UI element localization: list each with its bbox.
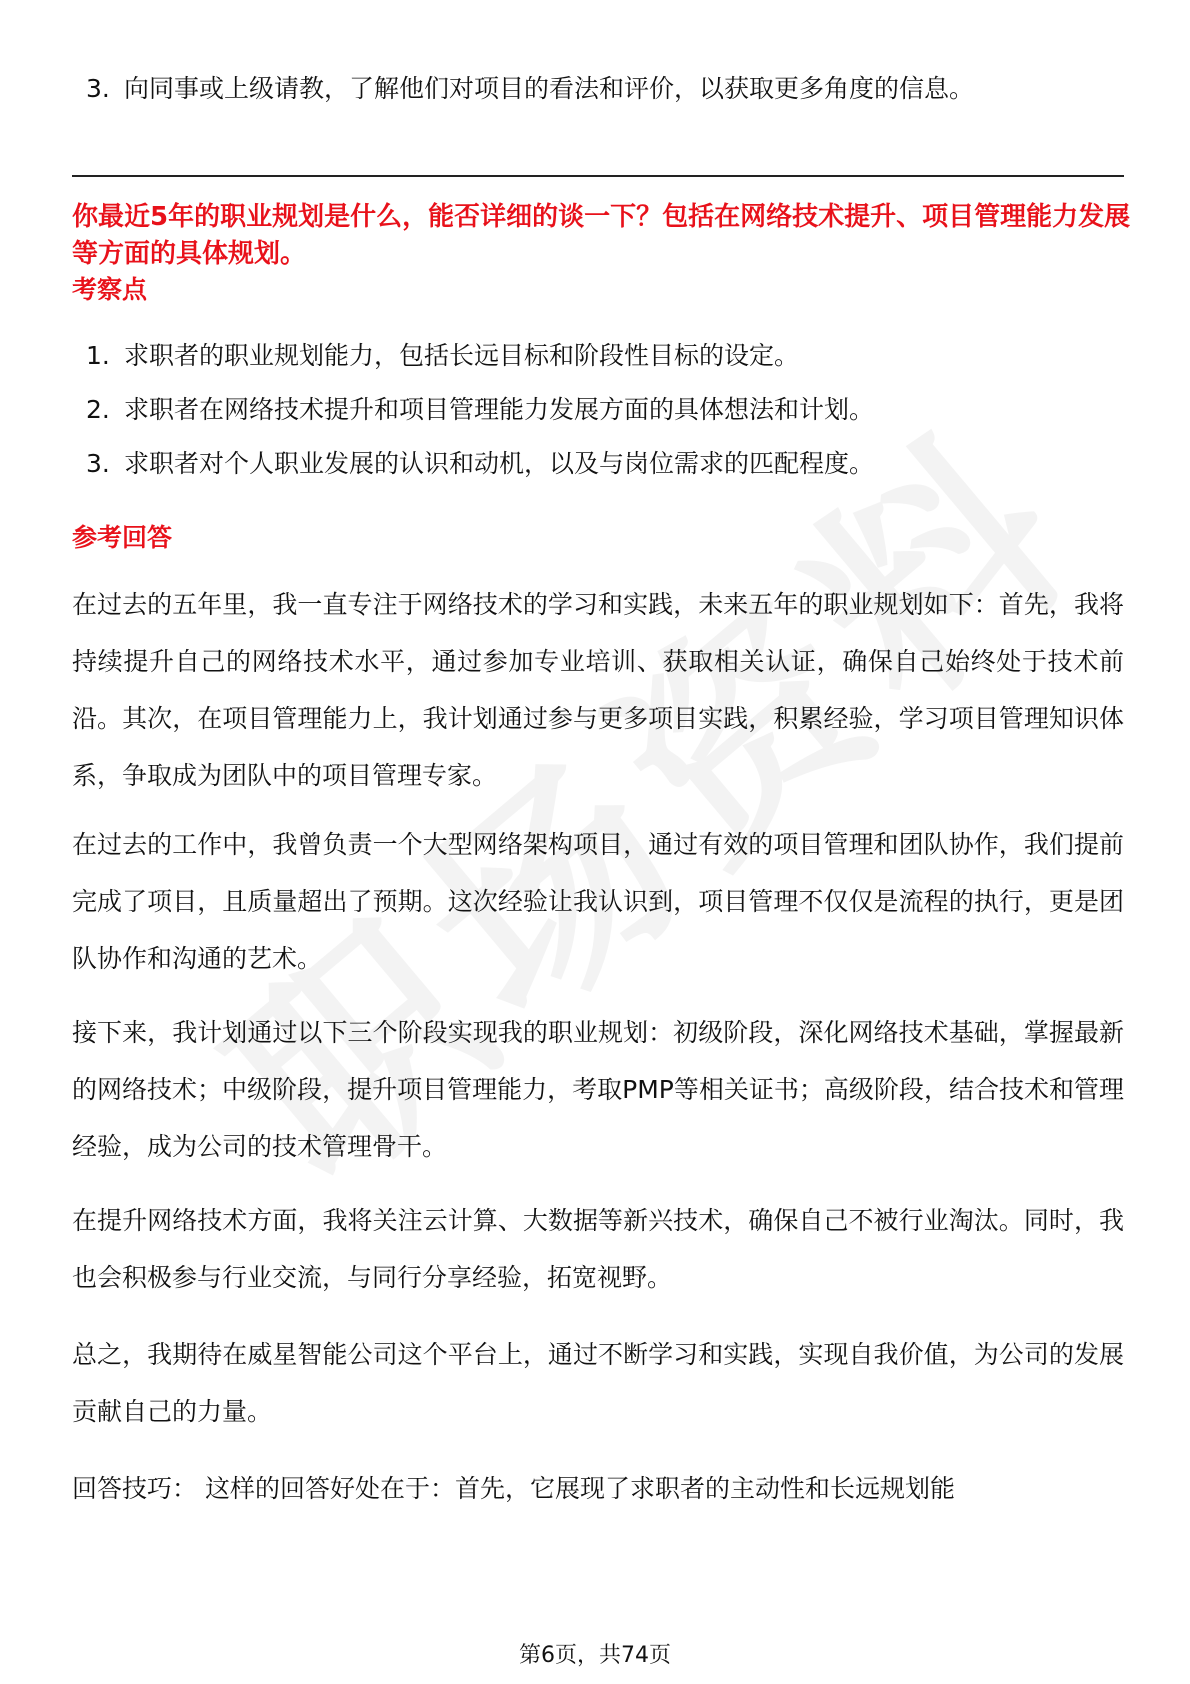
answer-paragraph: 在提升网络技术方面，我将关注云计算、大数据等新兴技术，确保自己不被行业淘汰。同时，我也会积极参与行业交流，与同行分享经验，拓宽视野。 (72, 1206, 1124, 1292)
list-item (86, 449, 874, 479)
list-text: 求职者的职业规划能力，包括长远目标和阶段性目标的设定。 (124, 341, 800, 370)
list-number: 1. (86, 341, 110, 370)
list-number: 3. (86, 449, 110, 478)
list-text: 求职者对个人职业发展的认识和动机，以及与岗位需求的匹配程度。 (124, 449, 875, 478)
answer-paragraph: 总之，我期待在威星智能公司这个平台上，通过不断学习和实践，实现自我价值，为公司的发展贡献自己的力量。 (72, 1340, 1124, 1426)
list-number: 2. (86, 395, 110, 424)
answer-paragraph: 在过去的五年里，我一直专注于网络技术的学习和实践，未来五年的职业规划如下：首先，我将持续提升自己的网络技术水平，通过参加专业培训、获取相关认证，确保自己始终处于技术前沿。其次，在项目管理能力上，我计划通过参与更多项目实践，积累经验，学习项目管理知识体系，争取成为团队中的项目管理专家。 (72, 590, 1124, 790)
list-text: 向同事或上级请教，了解他们对项目的看法和评价，以获取更多角度的信息。 (124, 74, 975, 103)
exam-points-heading: 考察点 (72, 275, 148, 304)
list-number: 3. (86, 74, 110, 103)
list-item (86, 74, 974, 104)
list-text: 求职者在网络技术提升和项目管理能力发展方面的具体想法和计划。 (124, 395, 875, 424)
question-title: 你最近5年的职业规划是什么，能否详细的谈一下？包括在网络技术提升、项目管理能力发展等方面的具体规划。 (72, 202, 1131, 269)
answer-heading: 参考回答 (72, 523, 173, 552)
page-number: 第6页，共74页 (519, 1643, 671, 1668)
answer-tip: 回答技巧： 这样的回答好处在于：首先，它展现了求职者的主动性和长远规划能 (72, 1474, 955, 1503)
list-item (86, 341, 799, 371)
answer-paragraph: 在过去的工作中，我曾负责一个大型网络架构项目，通过有效的项目管理和团队协作，我们提前完成了项目，且质量超出了预期。这次经验让我认识到，项目管理不仅仅是流程的执行，更是团队协作和沟通的艺术。 (72, 830, 1124, 973)
divider (72, 175, 1124, 177)
answer-paragraph: 接下来，我计划通过以下三个阶段实现我的职业规划：初级阶段，深化网络技术基础，掌握最新的网络技术；中级阶段，提升项目管理能力，考取PMP等相关证书；高级阶段，结合技术和管理经验，成为公司的技术管理骨干。 (72, 1018, 1124, 1161)
list-item (86, 395, 874, 425)
